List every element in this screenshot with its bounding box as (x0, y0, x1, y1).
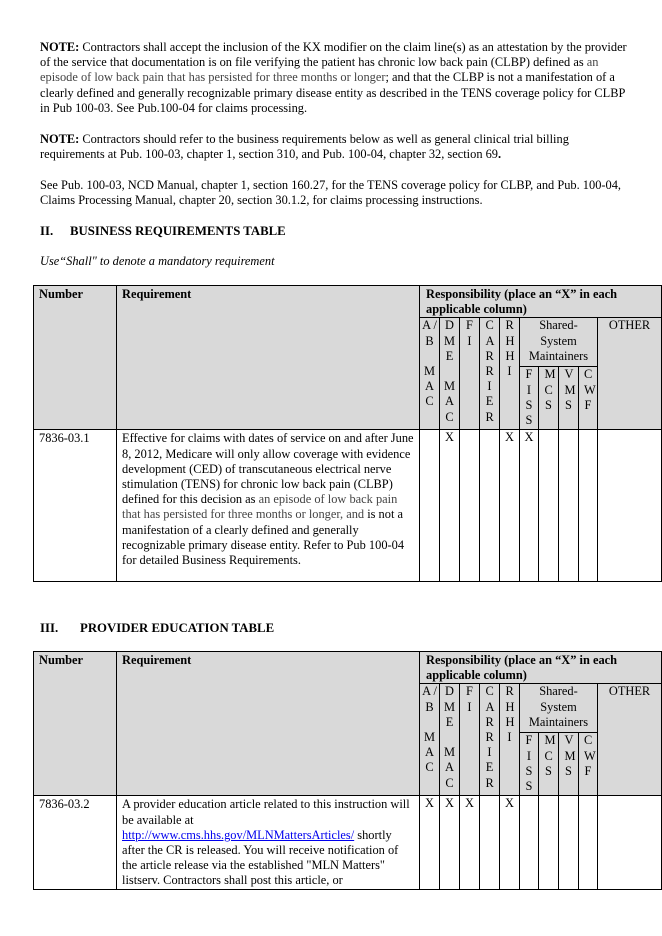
section-2-heading: II. BUSINESS REQUIREMENTS TABLE (40, 224, 286, 238)
mark-dme-mac: X (440, 796, 460, 889)
mark-cwf (579, 796, 598, 889)
note-business-requirements: NOTE: Contractors should refer to the business requirements below as well as general clinical trial billing requirements at Pub. 100-03, chapter 1, section 310, and Pub. 100-04, chapter 32, section 69. (40, 132, 569, 162)
requirement-text: A provider education article related to this instruction will be available at http://www.cms.hhs.gov/MLNMattersArticles/ shortly after the CR is released. You will receive notification of the article release via the established "MLN Matters" listserv. Contractors shall post this article, or (117, 796, 420, 889)
mark-vms (559, 430, 579, 582)
mark-ab-mac (420, 430, 440, 582)
mark-other (598, 430, 662, 582)
dme-mac-header: D M E M A C (440, 318, 460, 430)
carrier-header: C A R R I E R (480, 318, 500, 430)
requirement-text: Effective for claims with dates of service on and after June 8, 2012, Medicare will only allow coverage with evidence development (CED) of transcutaneous electrical nerve stimulation (TENS) for chronic low back pain (CLBP) defined for this decision as an episode of low back pain that has persisted for three months or longer, and is not a manifestation of a clearly defined and generally recognizable primary disease entity. Refer to Pub 100-04 for detailed Business Requirements. (117, 430, 420, 582)
vms-header: V M S (559, 367, 579, 430)
shall-instruction: Use“Shall" to denote a mandatory requirement (40, 254, 275, 268)
mark-ab-mac: X (420, 796, 440, 889)
mark-cwf (579, 430, 598, 582)
ab-mac-header: A / B M A C (420, 318, 440, 430)
note-label: NOTE: (40, 132, 80, 146)
responsibility-header: Responsibility (place an “X” in each applicable column) (420, 652, 662, 684)
mark-mcs (539, 796, 559, 889)
mcs-header: M C S (539, 733, 559, 796)
vms-header: V M S (559, 733, 579, 796)
mark-vms (559, 796, 579, 889)
dme-mac-header: D M E M A C (440, 684, 460, 796)
mln-matters-link[interactable]: http://www.cms.hhs.gov/MLNMattersArticles/ (122, 827, 355, 842)
other-header: OTHER (598, 318, 662, 430)
requirement-header: Requirement (117, 652, 420, 796)
ab-mac-header: A / B M A C (420, 684, 440, 796)
rhhi-header: R H H I (500, 684, 520, 796)
requirement-number: 7836-03.1 (34, 430, 117, 582)
business-requirements-table (33, 285, 662, 582)
fiss-header: F I S S (520, 733, 539, 796)
provider-education-table (33, 651, 662, 890)
responsibility-header: Responsibility (place an “X” in each applicable column) (420, 286, 662, 318)
mark-fi (460, 430, 480, 582)
rhhi-header: R H H I (500, 318, 520, 430)
mcs-header: M C S (539, 367, 559, 430)
other-header: OTHER (598, 684, 662, 796)
section-3-heading: III. PROVIDER EDUCATION TABLE (40, 621, 275, 635)
table-row (34, 796, 662, 889)
fiss-header: F I S S (520, 367, 539, 430)
requirement-number: 7836-03.2 (34, 796, 117, 889)
mark-mcs (539, 430, 559, 582)
number-header: Number (34, 652, 117, 796)
shared-system-header: Shared-System Maintainers (520, 684, 598, 733)
see-pub-paragraph: See Pub. 100-03, NCD Manual, chapter 1, section 160.27, for the TENS coverage policy for CLBP, and Pub. 100-04, Claims Processing Manual, chapter 20, section 30.1.2, for claims processing instructions. (40, 178, 622, 208)
mark-fi: X (460, 796, 480, 889)
cwf-header: C W F (579, 733, 598, 796)
note-kx-modifier: NOTE: Contractors shall accept the inclusion of the KX modifier on the claim line(s) as an attestation by the provider of the service that documentation is on file verifying the patient has chronic low back pain (CLBP) defined as an episode of low back pain that has persisted for three months or longer; and that the CLBP is not a manifestation of a clearly defined and generally recognizable primary disease entity as described in the TENS coverage policy for CLBP in Pub 100-03. See Pub.100-04 for claims processing. (40, 40, 627, 115)
mark-fiss (520, 796, 539, 889)
mark-carrier (480, 796, 500, 889)
cwf-header: C W F (579, 367, 598, 430)
mark-carrier (480, 430, 500, 582)
fi-header: F I (460, 684, 480, 796)
fi-header: F I (460, 318, 480, 430)
note-label: NOTE: (40, 40, 80, 54)
shared-system-header: Shared-System Maintainers (520, 318, 598, 367)
mark-fiss: X (520, 430, 539, 582)
mark-rhhi: X (500, 796, 520, 889)
table-row (34, 430, 662, 582)
requirement-header: Requirement (117, 286, 420, 430)
mark-dme-mac: X (440, 430, 460, 582)
mark-other (598, 796, 662, 889)
carrier-header: C A R R I E R (480, 684, 500, 796)
mark-rhhi: X (500, 430, 520, 582)
number-header: Number (34, 286, 117, 430)
